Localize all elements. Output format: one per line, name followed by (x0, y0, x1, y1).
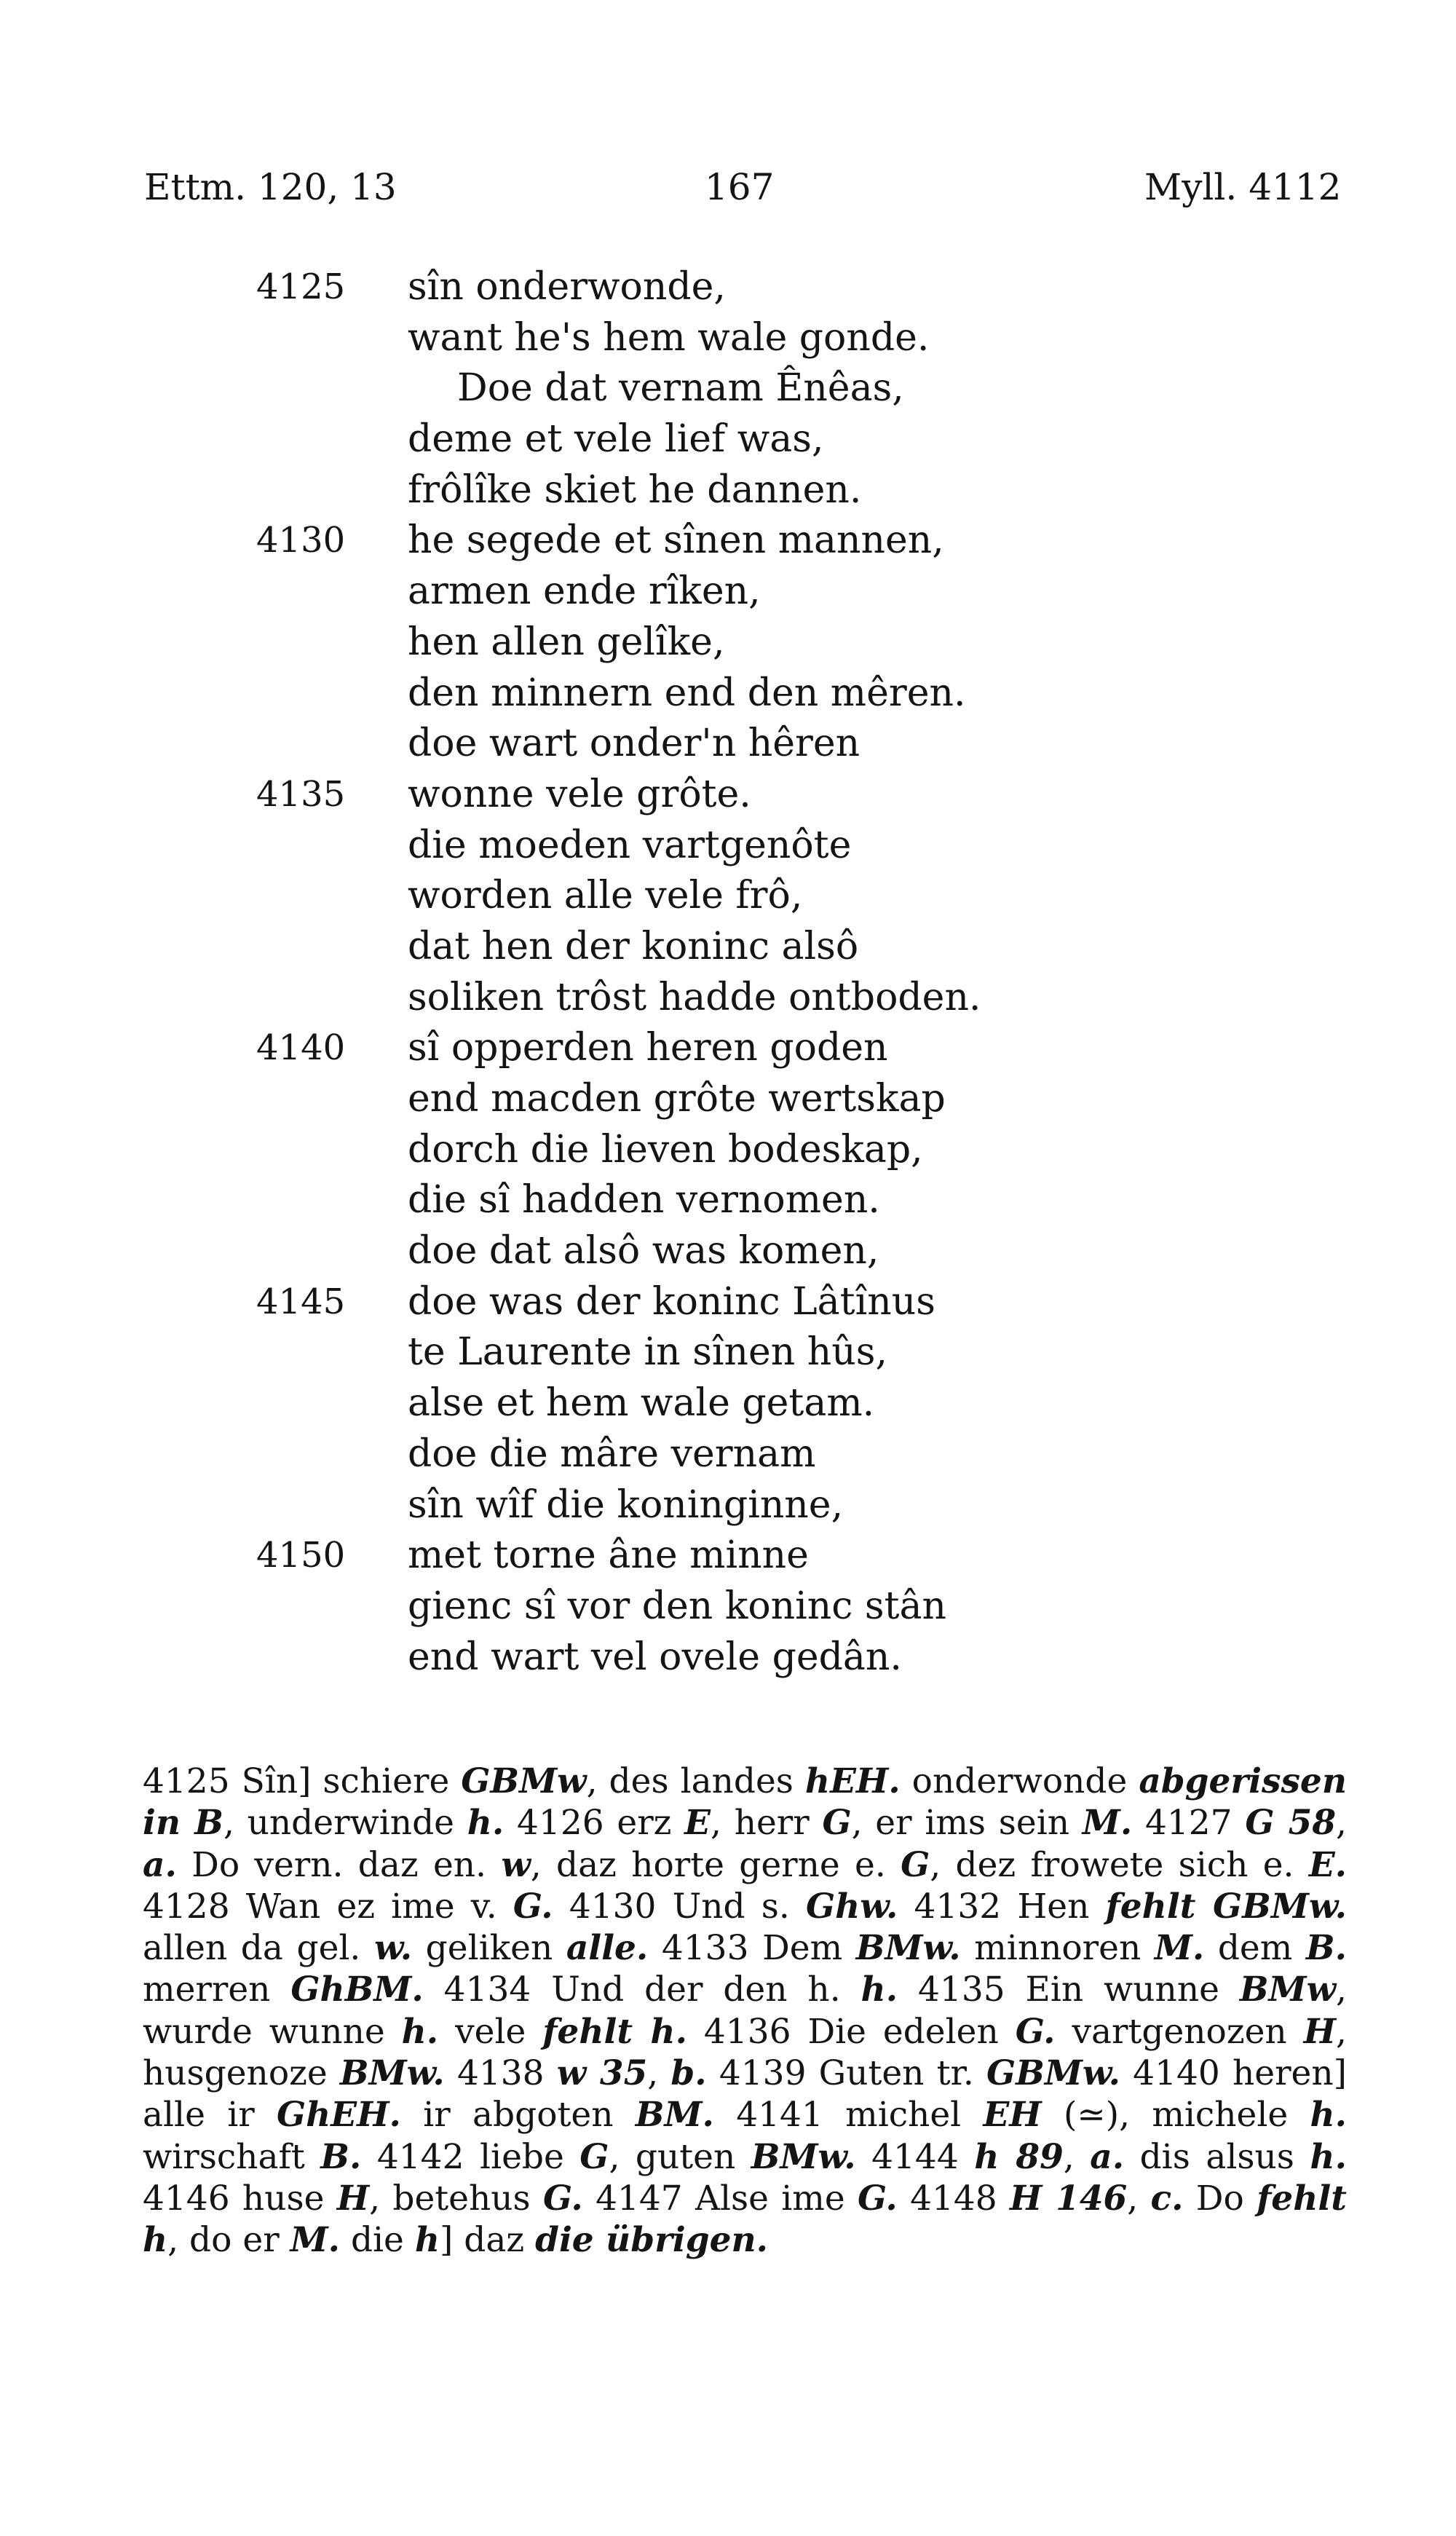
verse-line-text: armen ende rîken, (408, 569, 761, 614)
apparatus-segment: dis alsus (1124, 2136, 1310, 2177)
apparatus-segment: 4126 erz (517, 1803, 685, 1844)
apparatus-segment: a. (1090, 2136, 1125, 2177)
apparatus-segment (583, 2178, 596, 2219)
apparatus-segment: minnoren (960, 1928, 1155, 1969)
apparatus-segment: , guten (609, 2136, 751, 2177)
running-header (0, 166, 1456, 217)
apparatus-segment (553, 1887, 569, 1927)
verse-line-text: end wart vel ovele gedân. (408, 1635, 902, 1679)
verse-line-text: sî opperden heren goden (408, 1026, 888, 1070)
verse-line (0, 1378, 1456, 1429)
verse-line (0, 414, 1456, 465)
apparatus-segment: (≃), michele (1041, 2095, 1310, 2136)
apparatus-segment: vele (438, 2011, 543, 2052)
apparatus-segment: 4132 Hen (914, 1886, 1106, 1927)
line-number: 4140 (256, 1027, 346, 1069)
verse-line (0, 363, 1456, 414)
apparatus-segment: G. (1015, 2011, 1056, 2052)
apparatus-segment (1132, 1803, 1145, 1843)
apparatus-segment: fehlt h (143, 2178, 1347, 2261)
apparatus-segment (714, 2095, 736, 2135)
verse-line-text: frôlîke skiet he dannen. (408, 467, 862, 512)
verse-line-text: doe dat alsô was komen, (408, 1229, 879, 1273)
apparatus-segment (1120, 2053, 1133, 2093)
verse-line (0, 1023, 1456, 1074)
apparatus-segment: H (1303, 2011, 1337, 2052)
apparatus-segment: EH (983, 2095, 1042, 2136)
verse-line-text: doe was der koninc Lâtînus (408, 1279, 935, 1324)
apparatus-segment: ir abgoten (400, 2095, 636, 2136)
verse-line (0, 770, 1456, 821)
verse-line-text: te Laurente in sînen hûs, (408, 1330, 887, 1375)
apparatus-segment: 4139 Guten tr. (719, 2053, 986, 2094)
apparatus-segment: G. (857, 2178, 898, 2219)
apparatus-segment: G (901, 1844, 930, 1885)
line-number: 4145 (256, 1281, 346, 1322)
apparatus-segment: fehlt h. (542, 2011, 687, 2052)
apparatus-segment: , (647, 2053, 671, 2094)
verse-line (0, 719, 1456, 770)
apparatus-segment: h. (1310, 2136, 1347, 2177)
apparatus-segment: E. (1308, 1844, 1347, 1885)
verse-line-text: doe wart onder'n hêren (408, 722, 860, 766)
verse-line (0, 1226, 1456, 1277)
verse-line-text: dorch die lieven bodeskap, (408, 1127, 923, 1172)
apparatus-segment: GhEH. (277, 2095, 401, 2136)
apparatus-segment: Do (1183, 2178, 1257, 2219)
apparatus-segment: M. (1154, 1928, 1205, 1969)
verse-line-text: den minnern end den mêren. (408, 671, 966, 715)
apparatus-segment: w. (373, 1928, 413, 1969)
apparatus-segment: b. (670, 2053, 707, 2094)
apparatus-segment: E (684, 1803, 711, 1844)
verse-line (0, 516, 1456, 566)
verse-line-text: dat hen der koninc alsô (408, 924, 859, 968)
verse-line-text: die moeden vartgenôte (408, 823, 852, 867)
apparatus-segment: GBMw (461, 1761, 587, 1801)
apparatus-segment: 4142 liebe (376, 2136, 580, 2177)
verse-line (0, 973, 1456, 1024)
apparatus-segment: alle. (566, 1928, 649, 1969)
apparatus-segment: 4144 (871, 2136, 975, 2177)
verse-line-text: sîn onderwonde, (408, 265, 726, 309)
apparatus-segment: , (1127, 2178, 1151, 2219)
critical-apparatus (143, 1761, 1347, 2262)
header-myller-ref: Myll. 4112 (1144, 166, 1342, 208)
apparatus-segment: BMw. (751, 2136, 856, 2177)
verse-line (0, 1530, 1456, 1581)
apparatus-segment: , des landes (586, 1761, 805, 1801)
verse-line (0, 871, 1456, 922)
apparatus-segment: , do er (167, 2220, 290, 2261)
verse-line-text: gienc sî vor den koninc stân (408, 1584, 946, 1628)
apparatus-segment: dem (1204, 1928, 1306, 1969)
apparatus-segment: fehlt GBMw. (1105, 1886, 1347, 1927)
apparatus-segment: GBMw. (986, 2053, 1120, 2094)
apparatus-segment (898, 2178, 910, 2219)
verse-line (0, 1429, 1456, 1480)
verse-line (0, 465, 1456, 516)
apparatus-segment: , (1063, 2136, 1091, 2177)
line-number: 4130 (256, 520, 346, 561)
verse-line (0, 922, 1456, 973)
verse-line (0, 1175, 1456, 1226)
verse-line (0, 1327, 1456, 1378)
apparatus-segment: h 89 (974, 2136, 1064, 2177)
apparatus-segment: h. (401, 2011, 439, 2052)
verse-line-text: wonne vele grôte. (408, 772, 751, 816)
verse-line (0, 617, 1456, 668)
apparatus-segment: G (822, 1803, 852, 1844)
apparatus-segment: 4125 Sîn] schiere (143, 1761, 462, 1801)
apparatus-segment: G 58 (1245, 1803, 1337, 1844)
verse-line-text: alse et hem wale getam. (408, 1381, 875, 1426)
apparatus-segment: w 35 (556, 2053, 648, 2094)
apparatus-segment: abgerissen in B (143, 1761, 1348, 1844)
apparatus-segment: h (414, 2220, 440, 2261)
header-ettmueller-ref: Ettm. 120, 13 (144, 166, 397, 208)
apparatus-segment: 4134 Und der den h. (443, 1970, 861, 2010)
apparatus-segment: 4128 Wan ez ime v. (143, 1886, 513, 1927)
line-number: 4125 (256, 266, 346, 307)
verse-line (0, 313, 1456, 364)
apparatus-segment: 4136 Die edelen (703, 2011, 1016, 2052)
apparatus-segment: 4146 huse (143, 2178, 337, 2219)
verse-line-text: met torne âne minne (408, 1533, 809, 1578)
line-number: 4150 (256, 1535, 346, 1576)
apparatus-segment (648, 1928, 662, 1968)
apparatus-segment (687, 2012, 704, 2052)
apparatus-segment: c. (1150, 2178, 1184, 2219)
apparatus-segment (898, 1970, 918, 2010)
apparatus-segment: h. (860, 1970, 898, 2010)
apparatus-segment: , husgenoze (143, 2011, 1347, 2094)
verse-line-text: sîn wîf die koninginne, (408, 1482, 844, 1527)
verse-line (0, 1581, 1456, 1632)
apparatus-segment: h. (1310, 2095, 1348, 2136)
apparatus-segment (898, 1887, 914, 1927)
apparatus-segment: geliken (412, 1928, 566, 1969)
apparatus-segment: , daz horte gerne e. (530, 1844, 901, 1885)
line-number: 4135 (256, 773, 346, 815)
verse-line (0, 566, 1456, 617)
apparatus-segment (361, 2137, 377, 2177)
apparatus-segment: H (336, 2178, 370, 2219)
apparatus-segment: onderwonde (900, 1761, 1139, 1801)
apparatus-segment: 4127 (1144, 1803, 1246, 1844)
verse-line (0, 1480, 1456, 1531)
apparatus-segment: die (340, 2220, 415, 2261)
verse-line (0, 1632, 1456, 1683)
apparatus-segment: , er ims sein (851, 1803, 1083, 1844)
verse-line-text: end macden grôte wertskap (408, 1077, 946, 1121)
apparatus-segment: ] daz (439, 2220, 536, 2261)
apparatus-segment: BMw (1239, 1970, 1337, 2010)
apparatus-segment (707, 2053, 719, 2093)
apparatus-segment: hEH. (804, 1761, 901, 1801)
apparatus-segment: vartgenozen (1055, 2011, 1304, 2052)
apparatus-segment (424, 1970, 444, 2010)
verse-line-text: die sî hadden vernomen. (408, 1178, 880, 1222)
apparatus-segment: , (1336, 1803, 1347, 1844)
apparatus-segment: , wurde wunne (143, 1970, 1347, 2052)
apparatus-segment: Ghw. (805, 1886, 898, 1927)
verse-line-text: worden alle vele frô, (408, 874, 803, 918)
apparatus-segment: BMw. (855, 1928, 961, 1969)
apparatus-segment (445, 2053, 457, 2093)
apparatus-segment: 4135 Ein wunne (918, 1970, 1240, 2010)
verse-line (0, 821, 1456, 872)
verse-line-text: soliken trôst hadde ontboden. (408, 975, 981, 1019)
apparatus-segment: BMw. (339, 2053, 445, 2094)
apparatus-segment: G. (542, 2178, 583, 2219)
apparatus-segment: allen da gel. (143, 1928, 374, 1969)
apparatus-segment: G (579, 2136, 609, 2177)
verse-line-text: deme et vele lief was, (408, 417, 824, 462)
apparatus-segment: Do vern. daz en. (176, 1844, 502, 1885)
apparatus-segment: BM. (635, 2095, 714, 2136)
apparatus-segment: B. (320, 2136, 362, 2177)
verse-line-text: want he's hem wale gonde. (408, 315, 930, 360)
verse-line (0, 1277, 1456, 1328)
apparatus-segment: 4138 (456, 2053, 557, 2094)
apparatus-segment: 4130 Und s. (569, 1886, 806, 1927)
apparatus-segment: a. (143, 1844, 177, 1885)
apparatus-segment: die übrigen. (535, 2220, 769, 2261)
apparatus-segment: H 146 (1010, 2178, 1128, 2219)
apparatus-segment: , dez frowete sich e. (930, 1844, 1309, 1885)
apparatus-segment: h. (467, 1803, 505, 1844)
apparatus-segment (504, 1803, 517, 1843)
verse-line-text: hen allen gelîke, (408, 620, 725, 664)
page-number: 167 (705, 166, 775, 208)
apparatus-segment: wirschaft (143, 2136, 321, 2177)
apparatus-segment: G. (513, 1886, 553, 1927)
apparatus-segment: , underwinde (223, 1803, 467, 1844)
apparatus-segment: M. (1082, 1803, 1133, 1844)
apparatus-segment: B. (1305, 1928, 1347, 1969)
verse-line-text: Doe dat vernam Ênêas, (457, 366, 904, 411)
apparatus-segment: 4140 heren] alle ir (143, 2053, 1347, 2136)
apparatus-segment: 4148 (910, 2178, 1010, 2219)
verse-line (0, 1074, 1456, 1125)
apparatus-segment: , herr (711, 1803, 823, 1844)
verse-line (0, 262, 1456, 313)
apparatus-segment: merren (143, 1970, 291, 2010)
apparatus-segment: w (501, 1844, 531, 1885)
apparatus-segment: M. (290, 2220, 340, 2261)
apparatus-segment: 4133 Dem (661, 1928, 856, 1969)
verse-line-text: he segede et sînen mannen, (408, 518, 944, 563)
apparatus-segment (856, 2137, 872, 2177)
verse-line-text: doe die mâre vernam (408, 1431, 816, 1476)
verse-line (0, 1125, 1456, 1176)
verse-line (0, 668, 1456, 719)
apparatus-segment: 4147 Alse ime (596, 2178, 858, 2219)
apparatus-segment: , betehus (369, 2178, 543, 2219)
apparatus-segment: GhBM. (290, 1970, 424, 2010)
apparatus-segment: 4141 michel (736, 2095, 984, 2136)
verse-text (0, 262, 1456, 1683)
